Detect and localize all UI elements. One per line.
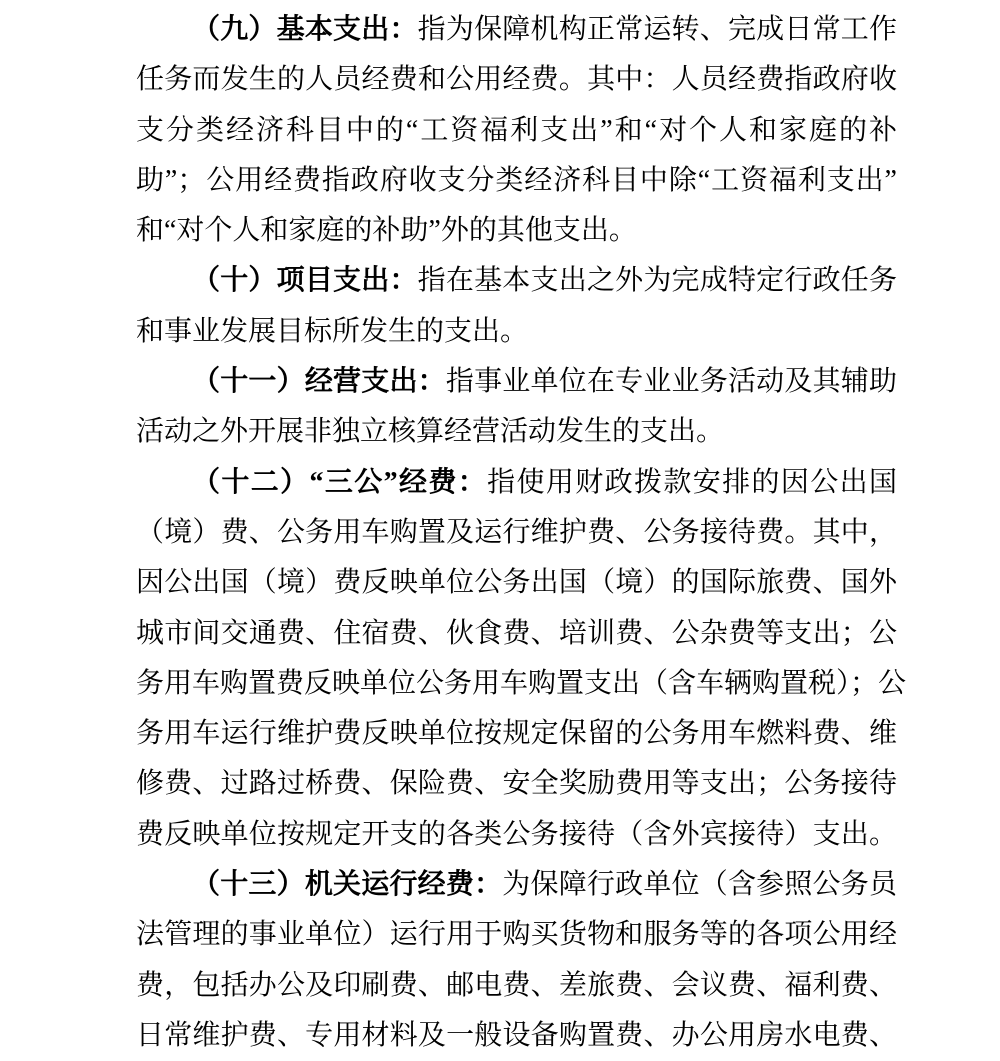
- section-heading: （十三）机关运行经费：: [192, 869, 503, 901]
- text-line: （十二）“三公”经费：指使用财政拨款安排的因公出国: [192, 466, 897, 498]
- text-line: （十一）经营支出：指事业单位在专业业务活动及其辅助: [192, 366, 897, 398]
- text-line: （十）项目支出：指在基本支出之外为完成特定行政任务: [192, 265, 897, 297]
- text-line: （九）基本支出：指为保障机构正常运转、完成日常工作: [192, 14, 897, 45]
- text-line: 法管理的事业单位）运行用于购买货物和服务等的各项公用经: [136, 919, 897, 951]
- text-line: （境）费、公务用车购置及运行维护费、公务接待费。其中，: [136, 516, 897, 548]
- text-line: 城市间交通费、住宿费、伙食费、培训费、公杂费等支出；公: [136, 617, 897, 649]
- text-line: 修费、过路过桥费、保险费、安全奖励费用等支出；公务接待: [136, 768, 897, 800]
- section-heading: （十二）“三公”经费：: [192, 466, 488, 498]
- text-line: 和“对个人和家庭的补助”外的其他支出。: [136, 215, 637, 247]
- section-heading: （十一）经营支出：: [192, 366, 446, 398]
- paragraph: [136, 5, 897, 256]
- paragraph: [136, 860, 897, 1061]
- text-line: 任务而发生的人员经费和公用经费。其中：人员经费指政府收: [136, 64, 897, 96]
- paragraph: [136, 458, 907, 860]
- text-line: 因公出国（境）费反映单位公务出国（境）的国际旅费、国外: [136, 567, 897, 599]
- text-line: 活动之外开展非独立核算经营活动发生的支出。: [136, 416, 725, 448]
- section-heading: （十）项目支出：: [192, 265, 418, 297]
- text-line: 务用车购置费反映单位公务用车购置支出（含车辆购置税）；公: [136, 667, 907, 699]
- paragraph: [136, 256, 897, 357]
- paragraph: [136, 357, 897, 458]
- section-heading: （九）基本支出：: [192, 14, 418, 45]
- text-line: 和事业发展目标所发生的支出。: [136, 315, 529, 347]
- text-line: 助”；公用经费指政府收支分类经济科目中除“工资福利支出”: [136, 164, 897, 196]
- text-line: 费，包括办公及印刷费、邮电费、差旅费、会议费、福利费、: [136, 969, 897, 1001]
- text-line: 费反映单位按规定开支的各类公务接待（含外宾接待）支出。: [136, 818, 897, 850]
- text-line: 日常维护费、专用材料及一般设备购置费、办公用房水电费、: [136, 1019, 897, 1051]
- text-line: 支分类经济科目中的“工资福利支出”和“对个人和家庭的补: [136, 114, 897, 146]
- text-line: 务用车运行维护费反映单位按规定保留的公务用车燃料费、维: [136, 718, 897, 750]
- text-line: （十三）机关运行经费：为保障行政单位（含参照公务员: [192, 869, 897, 901]
